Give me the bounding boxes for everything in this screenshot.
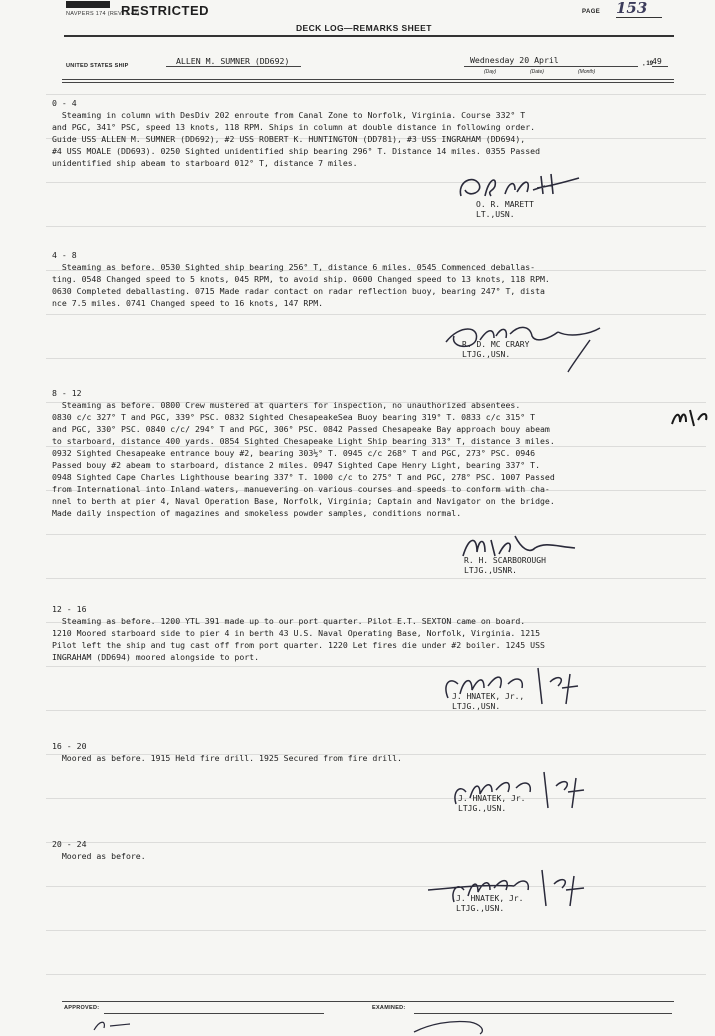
log-line: from International into Inland waters, manuevering on various courses and speeds to conform with cha-: [52, 484, 550, 494]
ship-line-rule-2: [62, 82, 674, 83]
signer-name: J. HNATEK, Jr.: [456, 894, 524, 903]
year-prefix: , 19: [643, 61, 654, 67]
year-value: 49: [652, 56, 668, 67]
log-line: 0630 Completed deballasting. 0715 Made radar contact on radar reflection buoy, bearing 247° T, dista: [52, 286, 545, 296]
log-line: 0830 c/c 327° T and PGC, 339° PSC. 0832 Sighted ChesapeakeSea Buoy bearing 319° T. 0833 c/c 315° T: [52, 412, 536, 422]
form-code-block: [66, 1, 110, 8]
signature-block: [452, 692, 524, 712]
log-line: nnel to berth at pier 4, Naval Operation Base, Norfolk, Virginia; Captain and Navigator on the bridge.: [52, 496, 555, 506]
watch-entry-8-12: [52, 387, 555, 519]
examined-label: EXAMINED:: [372, 1005, 406, 1011]
signer-name: R. D. MC CRARY: [462, 340, 530, 349]
log-line: Made daily inspection of magazines and smokeless powder samples, conditions normal.: [52, 508, 462, 518]
page-label: PAGE: [582, 9, 601, 15]
watch-entry-12-16: [52, 603, 545, 663]
signature-block: [476, 200, 534, 220]
watch-time: 4 - 8: [52, 250, 77, 260]
handwritten-mark: [90, 1016, 150, 1034]
signer-rank: LTJG.,USN.: [458, 804, 507, 813]
signer-rank: LTJG.,USN.: [452, 702, 501, 711]
log-line: Steaming as before. 0800 Crew mustered at quarters for inspection, no unauthorized absentees.: [52, 400, 521, 410]
ship-name-underline: [166, 66, 301, 67]
sheet-title: DECK LOG—REMARKS SHEET: [296, 23, 432, 33]
watch-time: 8 - 12: [52, 388, 82, 398]
examined-signature-line: [414, 1013, 672, 1014]
signer-rank: LTJG.,USNR.: [464, 566, 517, 575]
log-line: and PGC, 341° PSC, speed 13 knots, 118 RPM. Ships in column at double distance in following order.: [52, 122, 536, 132]
signature-block: [456, 894, 523, 914]
footer-rule: [62, 1001, 674, 1002]
watch-time: 12 - 16: [52, 604, 87, 614]
approved-signature-line: [104, 1013, 324, 1014]
classification-label: RESTRICTED: [121, 3, 210, 18]
log-line: to starboard, distance 400 yards. 0854 Sighted Chesapeake Light Ship bearing 313° T, distance 3 miles.: [52, 436, 555, 446]
ship-name: ALLEN M. SUMNER (DD692): [176, 56, 290, 66]
log-line: and PGC, 330° PSC. 0840 c/c/ 294° T and PGC, 306° PSC. 0842 Passed Chesapeake Bay approach bouy abeam: [52, 424, 550, 434]
month-sub-label: (Month): [578, 69, 596, 75]
date-underline: [464, 66, 638, 67]
approved-label: APPROVED:: [64, 1005, 100, 1011]
log-line: ting. 0548 Changed speed to 5 knots, 045 RPM, to avoid ship. 0600 Changed speed to 13 knots, 118 RPM.: [52, 274, 550, 284]
log-line: Moored as before.: [52, 851, 146, 861]
signature-block: [458, 794, 525, 814]
log-line: unidentified ship abeam to starboard 012° T, distance 7 miles.: [52, 158, 358, 168]
signer-rank: LT.,USN.: [476, 210, 515, 219]
log-line: 0948 Sighted Cape Charles Lighthouse bearing 337° T. 1000 c/c to 275° T and PGC, 278° PSC. 1007 Passed: [52, 472, 555, 482]
watch-time: 0 - 4: [52, 98, 77, 108]
watch-entry-0-4: [52, 97, 540, 169]
log-line: INGRAHAM (DD694) moored alongside to port.: [52, 652, 260, 662]
log-line: 1210 Moored starboard side to pier 4 in berth 43 U.S. Naval Operating Base, Norfolk, Virginia. 1215: [52, 628, 540, 638]
signature-block: [464, 556, 546, 576]
log-date: Wednesday 20 April: [470, 55, 559, 65]
log-line: nce 7.5 miles. 0741 Changed speed to 16 knots, 147 RPM.: [52, 298, 324, 308]
log-line: Pilot left the ship and tug cast off from port quarter. 1220 Let fires die under #2 boiler. 1245 USS: [52, 640, 545, 650]
watch-time: 16 - 20: [52, 741, 87, 751]
log-line: Moored as before. 1915 Held fire drill. 1925 Secured from fire drill.: [52, 753, 402, 763]
log-line: #4 USS MOALE (DD693). 0250 Sighted unidentified ship bearing 296° T. Distance 14 miles. 0355 Passed: [52, 146, 540, 156]
day-sub-label: (Day): [484, 69, 497, 75]
log-line: Steaming as before. 0530 Sighted ship bearing 256° T, distance 6 miles. 0545 Commenced deballas-: [52, 262, 536, 272]
signature-block: [462, 340, 529, 360]
log-line: Guide USS ALLEN M. SUMNER (DD692), #2 USS ROBERT K. HUNTINGTON (DD781), #3 USS INGRAHAM (DD694),: [52, 134, 526, 144]
signer-name: J. HNATEK, Jr.,: [452, 692, 525, 701]
watch-time: 20 - 24: [52, 839, 87, 849]
page-number: 153: [616, 0, 662, 18]
date-sub-label: (Date): [530, 69, 544, 75]
ship-label: UNITED STATES SHIP: [66, 63, 129, 69]
log-line: 0932 Sighted Chesapeake entrance bouy #2, bearing 303½° T. 0945 c/c 268° T and PGC, 273° PSC. 0946: [52, 448, 536, 458]
signer-name: R. H. SCARBOROUGH: [464, 556, 546, 565]
watch-entry-16-20: [52, 740, 402, 764]
signer-rank: LTJG.,USN.: [456, 904, 505, 913]
margin-initials: [668, 404, 710, 434]
log-line: Steaming in column with DesDiv 202 enroute from Canal Zone to Norfolk, Virginia. Course 332° T: [52, 110, 526, 120]
log-line: Passed bouy #2 abeam to starboard, distance 2 miles. 0947 Sighted Cape Henry Light, bearing 337° T.: [52, 460, 540, 470]
ship-line-rule: [62, 79, 674, 80]
header-rule: [64, 35, 674, 37]
signer-rank: LTJG.,USN.: [462, 350, 511, 359]
form-revision: NAVPERS 174 (REV. 1-47): [66, 11, 140, 17]
signer-name: J. HNATEK, Jr.: [458, 794, 526, 803]
watch-entry-20-24: [52, 838, 146, 862]
log-line: Steaming as before. 1200 YTL 391 made up to our port quarter. Pilot E.T. SEXTON came on board.: [52, 616, 526, 626]
signer-name: O. R. MARETT: [476, 200, 534, 209]
watch-entry-4-8: [52, 249, 550, 309]
